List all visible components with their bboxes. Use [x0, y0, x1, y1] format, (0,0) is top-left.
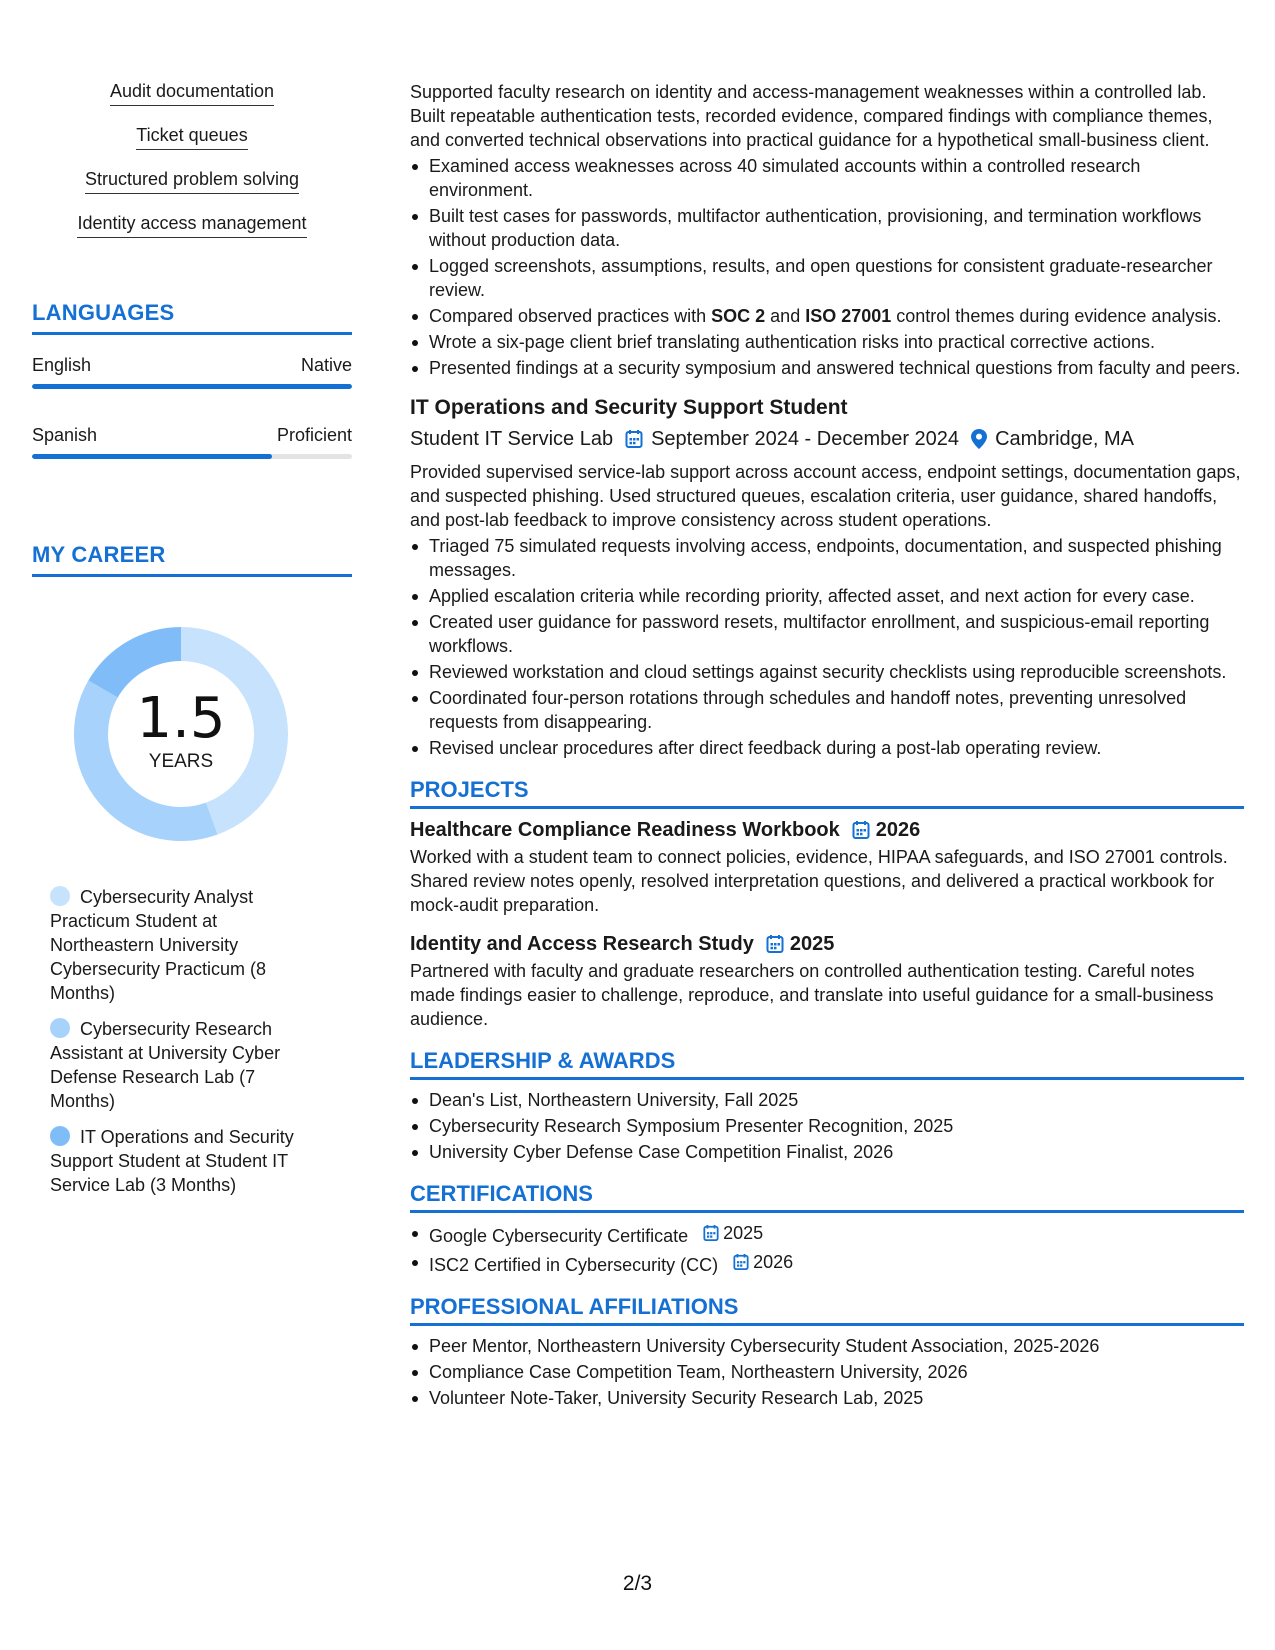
career-donut: [66, 619, 296, 849]
job-bullets: [410, 534, 1244, 760]
bullet-item: University Cyber Defense Case Competition Finalist, 2026: [410, 1140, 1244, 1164]
career-unit: YEARS: [148, 751, 214, 772]
language-bar: [32, 454, 352, 459]
page-number: 2/3: [622, 1572, 653, 1595]
cert-item: ISC2 Certified in Cybersecurity (CC) 2026: [410, 1250, 1244, 1277]
cert-item: Google Cybersecurity Certificate 2025: [410, 1221, 1244, 1248]
bullet-item: Coordinated four-person rotations through schedules and handoff notes, preventing unresolved requests from disappearing.: [410, 686, 1244, 734]
career-legend: [50, 885, 320, 1197]
certifications-list: [410, 1221, 1244, 1277]
skill-item: Identity access management: [32, 212, 352, 240]
project-desc: Partnered with faculty and graduate researchers on controlled authentication testing. Careful notes made findings easier to challenge, reproduce, and translate into useful guidance for a small-business audience.: [410, 961, 1214, 1029]
language-row: [32, 355, 352, 376]
project-title: Identity and Access Research Study 2025: [410, 933, 835, 955]
career-section: [32, 542, 352, 1209]
career-total: 1.5: [136, 686, 226, 751]
language-level: Proficient: [276, 425, 352, 445]
bullet-item: Peer Mentor, Northeastern University Cybersecurity Student Association, 2025-2026: [410, 1334, 1244, 1358]
project-year: 2026: [875, 819, 921, 841]
bullet-item: Compliance Case Competition Team, Northeastern University, 2026: [410, 1360, 1244, 1384]
legend-dot: [50, 886, 70, 906]
career-title: MY CAREER: [32, 542, 352, 577]
bullet-item: Wrote a six-page client brief translating authentication risks into practical corrective actions.: [410, 330, 1244, 354]
career-legend-item: Cybersecurity Analyst Practicum Student at Northeastern University Cybersecurity Practicum (8 Months): [50, 887, 267, 1003]
donut-center: [66, 619, 296, 849]
calendar-icon: [625, 429, 643, 449]
language-level: Native: [300, 355, 352, 375]
research-summary: Supported faculty research on identity and access-management weaknesses within a controlled lab. Built repeatable authentication tests, recorded evidence, compared findings with compliance themes, and converted technical observations into practical guidance for a hypothetical small-business client.: [410, 82, 1213, 150]
career-legend-item: Cybersecurity Research Assistant at University Cyber Defense Research Lab (7 Months): [50, 1019, 281, 1111]
leadership-list: [410, 1088, 1244, 1164]
bullet-item: Volunteer Note-Taker, University Security Research Lab, 2025: [410, 1386, 1244, 1410]
left-column: [32, 80, 352, 1195]
bullet-item: Reviewed workstation and cloud settings against security checklists using reproducible screenshots.: [410, 660, 1244, 684]
bullet-item: Triaged 75 simulated requests involving access, endpoints, documentation, and suspected phishing messages.: [410, 534, 1244, 582]
language-row: [32, 425, 352, 446]
bullet-item: Logged screenshots, assumptions, results, and open questions for consistent graduate-researcher review.: [410, 254, 1244, 302]
skills-list: [32, 80, 352, 240]
skill-item: Audit documentation: [32, 80, 352, 108]
skill-item: Ticket queues: [32, 124, 352, 152]
projects-title: PROJECTS: [410, 778, 1244, 809]
location-pin-icon: [971, 429, 987, 449]
legend-dot: [50, 1018, 70, 1038]
language-bar: [32, 384, 352, 389]
career-legend-item: IT Operations and Security Support Student at Student IT Service Lab (3 Months): [50, 1127, 294, 1195]
right-column: [410, 80, 1244, 1412]
language-bar-fill: [32, 454, 272, 459]
leadership-title: LEADERSHIP & AWARDS: [410, 1049, 1244, 1080]
project-year: 2025: [789, 933, 835, 955]
language-name: English: [32, 355, 92, 375]
affiliations-list: [410, 1334, 1244, 1410]
job-meta: [410, 426, 1244, 452]
calendar-icon: [852, 820, 870, 840]
skill-item: Structured problem solving: [32, 168, 352, 196]
language-bar-fill: [32, 384, 352, 389]
bullet-item: Built test cases for passwords, multifactor authentication, provisioning, and termination workflows without production data.: [410, 204, 1244, 252]
language-name: Spanish: [32, 425, 98, 445]
job-org: Student IT Service Lab: [410, 428, 614, 450]
languages-section: [32, 300, 352, 459]
bullet-item: Created user guidance for password resets, multifactor enrollment, and suspicious-email reporting workflows.: [410, 610, 1244, 658]
calendar-icon: [766, 934, 784, 954]
affiliations-title: PROFESSIONAL AFFILIATIONS: [410, 1295, 1244, 1326]
bullet-item: Compared observed practices with SOC 2 and ISO 27001 control themes during evidence analysis.: [410, 304, 1244, 328]
job-title: IT Operations and Security Support Student: [410, 396, 848, 419]
bullet-item: Applied escalation criteria while recording priority, affected asset, and next action for every case.: [410, 584, 1244, 608]
project-desc: Worked with a student team to connect policies, evidence, HIPAA safeguards, and ISO 27001 controls. Shared review notes openly, resolved interpretation questions, and delivered a practical workbook for mock-audit preparation.: [410, 847, 1228, 915]
research-bullets: [410, 154, 1244, 380]
languages-title: LANGUAGES: [32, 300, 352, 335]
bullet-item: Revised unclear procedures after direct feedback during a post-lab operating review.: [410, 736, 1244, 760]
bullet-item: Presented findings at a security symposium and answered technical questions from faculty and peers.: [410, 356, 1244, 380]
bullet-item: Dean's List, Northeastern University, Fall 2025: [410, 1088, 1244, 1112]
job-location: Cambridge, MA: [995, 428, 1134, 450]
bullet-item: Examined access weaknesses across 40 simulated accounts within a controlled research environment.: [410, 154, 1244, 202]
project-title: Healthcare Compliance Readiness Workbook 2026: [410, 819, 921, 841]
calendar-icon: [703, 1224, 719, 1242]
legend-dot: [50, 1126, 70, 1146]
job-dates: September 2024 - December 2024: [651, 428, 960, 450]
bullet-item: Cybersecurity Research Symposium Presenter Recognition, 2025: [410, 1114, 1244, 1138]
certifications-title: CERTIFICATIONS: [410, 1182, 1244, 1213]
job-summary: Provided supervised service-lab support across account access, endpoint settings, documentation gaps, and suspected phishing. Used structured queues, escalation criteria, user guidance, shared handoffs, and post-lab feedback to improve consistency across student operations.: [410, 462, 1241, 530]
calendar-icon: [733, 1253, 749, 1271]
